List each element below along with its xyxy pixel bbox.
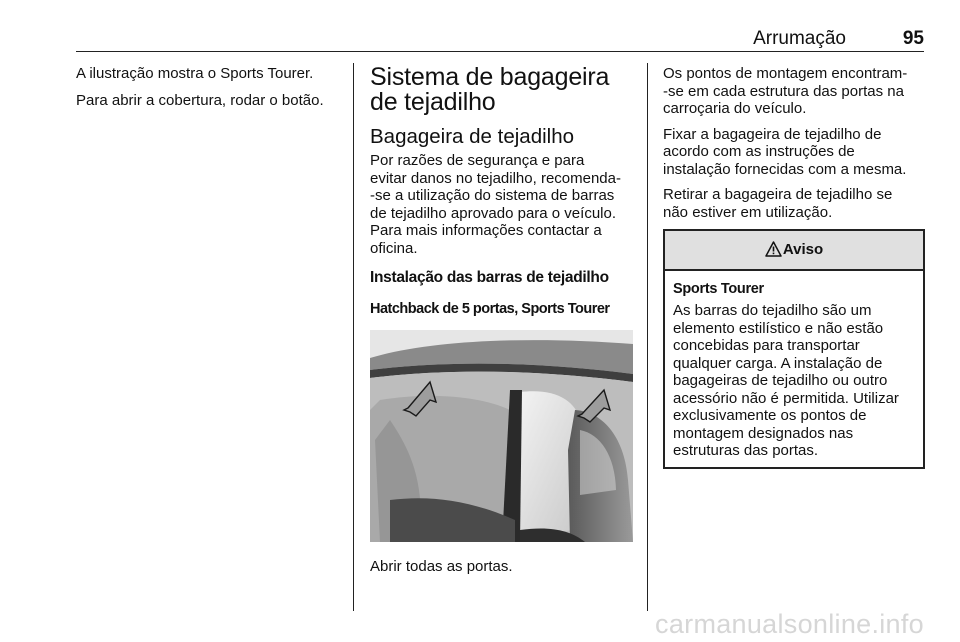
page-header [76, 28, 924, 50]
warning-box [663, 229, 925, 469]
column-1 [76, 65, 346, 118]
warning-triangle-icon [765, 241, 782, 257]
roof-rail-mounting-photo [370, 330, 633, 542]
header-rule [76, 51, 924, 52]
subheading: Bagageira de tejadilho [370, 125, 575, 148]
column-2 [370, 65, 633, 576]
text-line: qualquer carga. A instalação de [673, 354, 883, 372]
column-3 [663, 65, 925, 469]
text-line: -se a utilização do sistema de barras [370, 187, 615, 204]
text-line: evitar danos no tejadilho, recomenda- [370, 169, 621, 187]
warning-title: Aviso [782, 241, 824, 258]
watermark: carmanualsonline.info [655, 609, 924, 639]
warning-body [665, 271, 923, 460]
warning-subtitle: Sports Tourer [673, 281, 764, 297]
text-line: As barras do tejadilho são um [673, 302, 872, 319]
text-line: Os pontos de montagem encontram- [663, 65, 908, 82]
page-number: 95 [902, 28, 924, 49]
column-divider-2 [647, 63, 648, 611]
paragraph-safety [370, 152, 633, 257]
text-line: oficina. [370, 239, 418, 257]
text-line: concebidas para transportar [673, 337, 860, 354]
paragraph-cover-instruction: Para abrir a cobertura, rodar o botão. [76, 91, 324, 109]
warning-text [673, 302, 915, 460]
text-line: estruturas das portas. [673, 442, 819, 459]
text-line: instalação fornecidas com a mesma. [663, 160, 907, 178]
variant-heading: Hatchback de 5 portas, Sports Tourer [370, 301, 610, 317]
paragraph-fit-instructions [663, 126, 925, 179]
text-line: acordo com as instruções de [663, 143, 855, 160]
installation-heading: Instalação das barras de tejadilho [370, 269, 609, 286]
warning-header [665, 231, 923, 271]
text-line: bagageiras de tejadilho ou outro [673, 372, 888, 389]
main-heading-line-2: de tejadilho [370, 88, 496, 116]
paragraph-illustration-note: A ilustração mostra o Sports Tourer. [76, 65, 314, 82]
column-divider-1 [353, 63, 354, 611]
section-title: Arrumação [753, 28, 846, 49]
text-line: montagem designados nas [673, 424, 854, 442]
paragraph-mounting-points [663, 65, 925, 118]
text-line: elemento estilístico e não estão [673, 319, 884, 337]
text-line: Retirar a bagageira de tejadilho se [663, 186, 893, 203]
paragraph-remove-when-unused [663, 186, 925, 221]
text-line: -se em cada estrutura das portas na [663, 82, 904, 100]
text-line: exclusivamente os pontos de [673, 407, 867, 424]
text-line: de tejadilho aprovado para o veículo. [370, 204, 617, 222]
text-line: Por razões de segurança e para [370, 152, 585, 169]
text-line: Para mais informações contactar a [370, 222, 602, 239]
text-line: carroçaria do veículo. [663, 100, 807, 117]
main-heading-line-1: Sistema de bagageira [370, 63, 610, 91]
main-heading [370, 65, 633, 115]
text-line: acessório não é permitida. Utilizar [673, 389, 899, 407]
text-line: Fixar a bagageira de tejadilho de [663, 125, 882, 143]
caption-open-doors: Abrir todas as portas. [370, 558, 513, 575]
text-line: não estiver em utilização. [663, 203, 833, 221]
